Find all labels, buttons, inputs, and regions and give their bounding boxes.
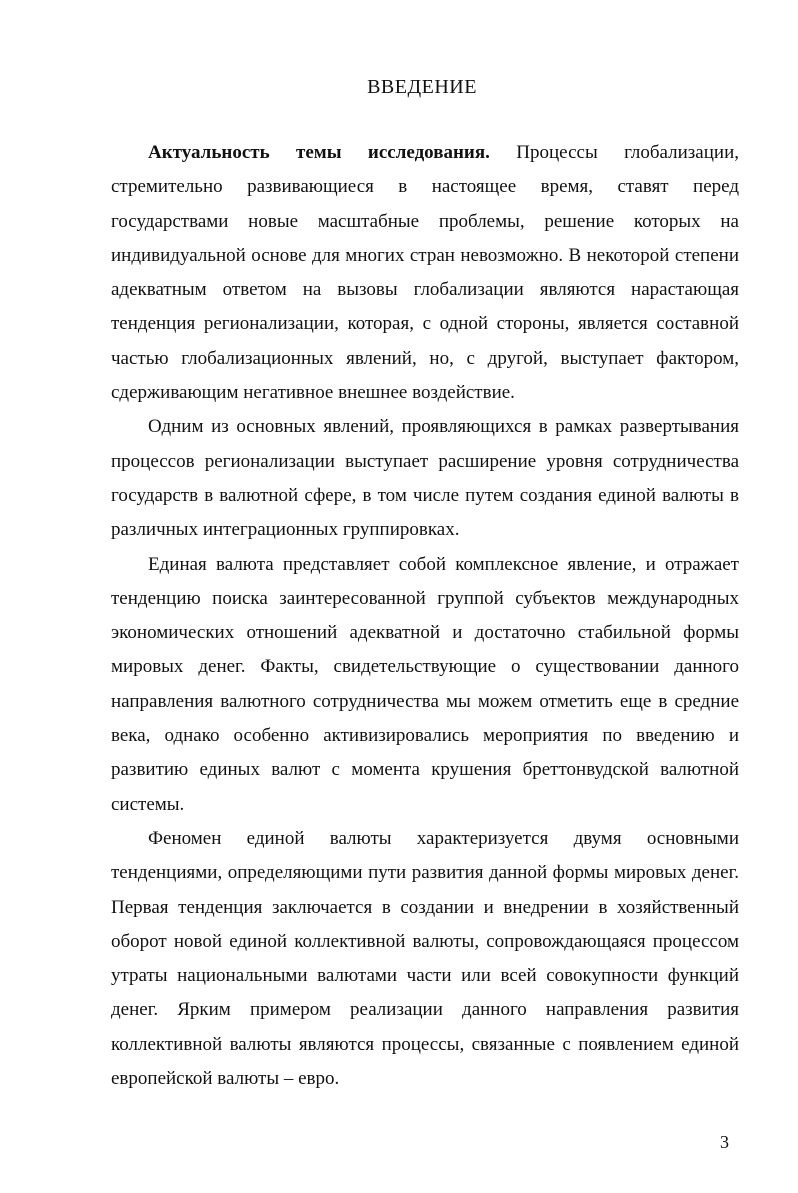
paragraph-single-currency: Единая валюта представляет собой комплексное явление, и отражает тенденцию поиска заинтересованной группой субъектов международных экономических отношений адекватной и достаточно стабильной формы мировых денег. Факты, свидетельствующие о существовании данного направления валютного сотрудничества мы можем отметить еще в средние века, однако особенно активизировались мероприятия по введению и развитию единых валют с момента крушения бреттонвудской валютной системы. [111, 553, 739, 815]
page-number: 3 [720, 1132, 729, 1152]
paragraph-phenomenon: Феномен единой валюты характеризуется двумя основными тенденциями, определяющими пути развития данной формы мировых денег. Первая тенденция заключается в создании и внедрении в хозяйственный оборот новой единой коллективной валюты, сопровождающаяся процессом утраты национальными валютами части или всей совокупности функций денег. Ярким примером реализации данного направления развития коллективной валюты являются процессы, связанные с появлением единой европейской валюты – евро. [111, 827, 739, 1090]
section-title: ВВЕДЕНИЕ [367, 76, 477, 98]
paragraph-lead: Актуальность темы исследования. [148, 142, 490, 163]
paragraph-regionalization: Одним из основных явлений, проявляющихся в рамках развертывания процессов регионализации выступает расширение уровня сотрудничества государств в валютной сфере, в том числе путем создания единой валюты в различных интеграционных группировках. [111, 416, 739, 541]
paragraph-relevance-text: Процессы глобализации, стремительно развивающиеся в настоящее время, ставят перед государствами новые масштабные проблемы, решение которых на индивидуальной основе для многих стран невозможно. В некоторой степени адекватным ответом на вызовы глобализации являются нарастающая тенденция регионализации, которая, с одной стороны, является составной частью глобализационных явлений, но, с другой, выступает фактором, сдерживающим негативное внешнее воздействие. [111, 142, 739, 404]
paragraph-relevance [111, 136, 739, 410]
body-text [111, 136, 739, 1096]
